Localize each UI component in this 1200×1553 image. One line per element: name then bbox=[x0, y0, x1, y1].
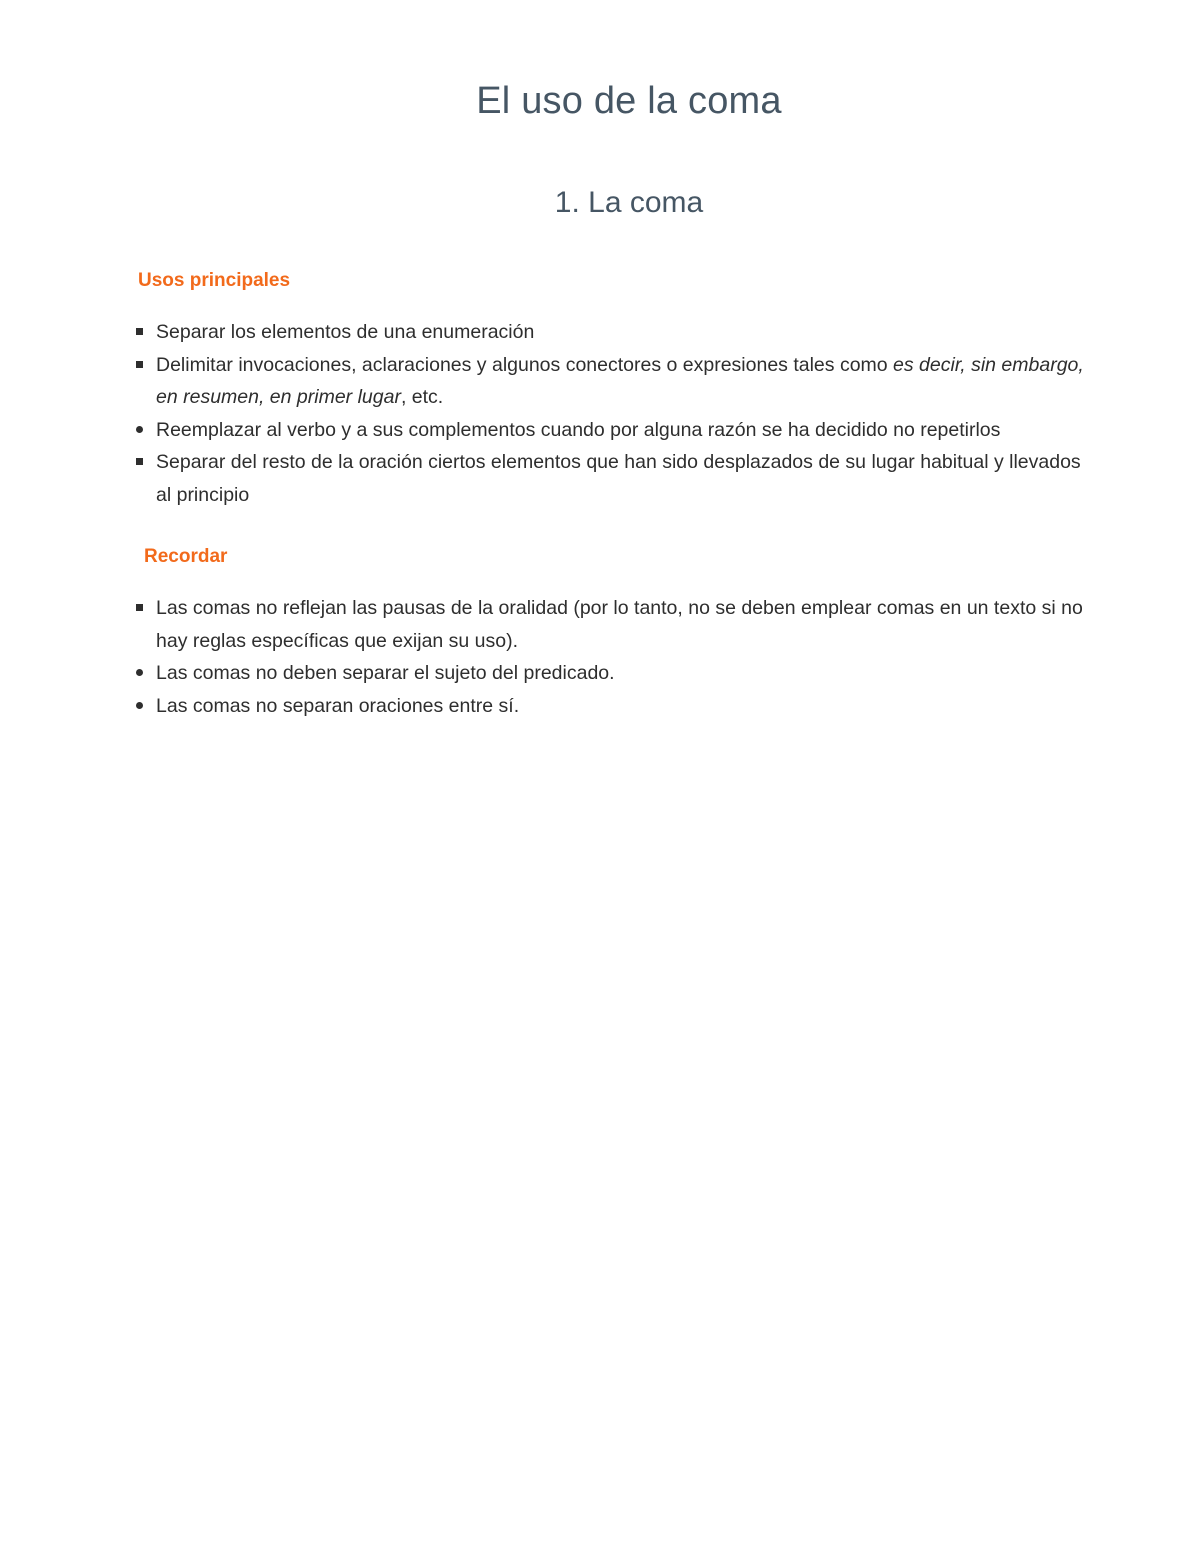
square-bullet-icon bbox=[136, 604, 143, 611]
document-title: El uso de la coma bbox=[476, 80, 782, 122]
section-title: 1. La coma bbox=[554, 186, 704, 219]
list-item bbox=[130, 657, 1100, 690]
list-item-text: Separar los elementos de una enumeración bbox=[156, 321, 535, 343]
list-item-italic-text: es decir, sin embargo, en resumen, en primer lugar bbox=[156, 353, 1084, 408]
round-bullet-icon bbox=[136, 669, 143, 676]
usos-heading: Usos principales bbox=[138, 270, 291, 291]
list-item bbox=[130, 592, 1100, 657]
list-item-text: Las comas no separan oraciones entre sí. bbox=[156, 694, 520, 717]
round-bullet-icon bbox=[136, 702, 143, 709]
square-bullet-icon bbox=[136, 361, 143, 368]
recordar-heading: Recordar bbox=[144, 546, 228, 567]
round-bullet-icon bbox=[136, 426, 143, 433]
list-item bbox=[130, 414, 1100, 447]
list-item bbox=[130, 316, 1100, 349]
list-item-text-end: , etc. bbox=[400, 386, 444, 408]
list-item bbox=[130, 690, 1100, 723]
square-bullet-icon bbox=[136, 458, 143, 465]
list-item-text: Delimitar invocaciones, aclaraciones y algunos conectores o expresiones tales como bbox=[156, 353, 894, 376]
list-item-text: Reemplazar al verbo y a sus complementos cuando por alguna razón se ha decidido no repetirlos bbox=[156, 418, 1001, 441]
usos-list bbox=[130, 316, 1100, 511]
square-bullet-icon bbox=[136, 328, 143, 335]
recordar-list bbox=[130, 592, 1100, 722]
list-item-text: Las comas no deben separar el sujeto del predicado. bbox=[156, 662, 615, 684]
list-item-text: Separar del resto de la oración ciertos elementos que han sido desplazados de su lugar habitual y llevados al principio bbox=[156, 451, 1081, 506]
list-item-text: Las comas no reflejan las pausas de la oralidad (por lo tanto, no se deben emplear comas en un texto si no hay reglas específicas que exijan su uso). bbox=[156, 597, 1083, 652]
list-item bbox=[130, 446, 1100, 511]
list-item bbox=[130, 349, 1100, 414]
